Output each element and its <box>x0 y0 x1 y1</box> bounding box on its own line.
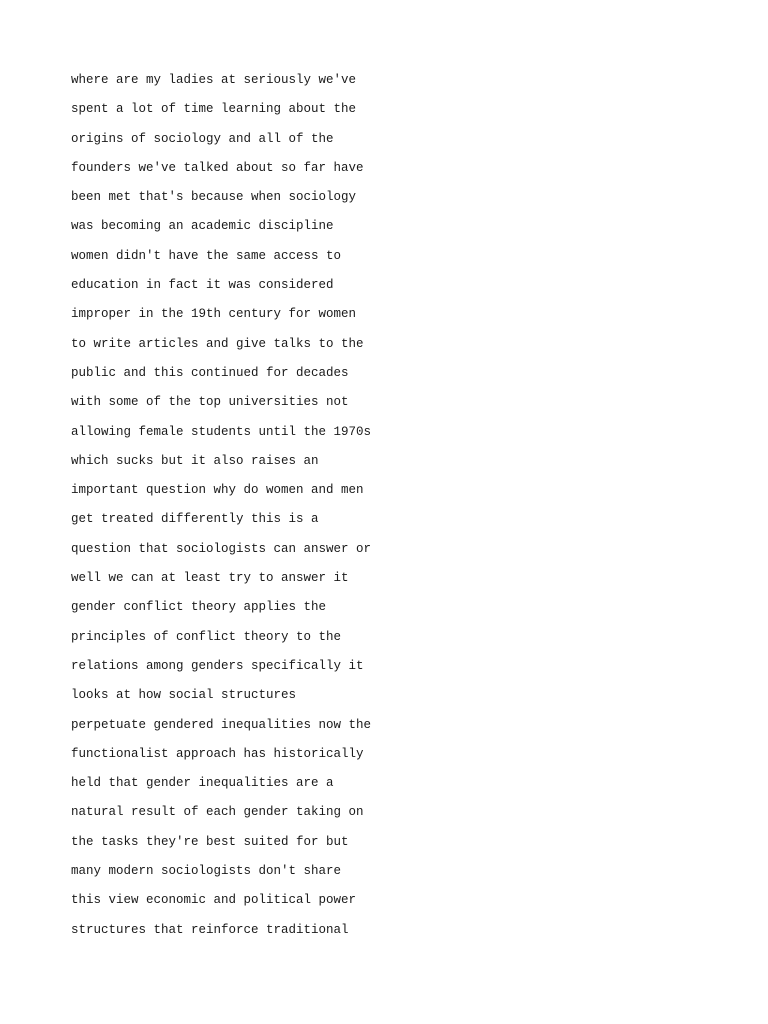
text-line: gender conflict theory applies the <box>71 600 327 615</box>
text-line: well we can at least try to answer it <box>71 571 349 586</box>
text-line: relations among genders specifically it <box>71 658 364 673</box>
text-line: been met that's because when sociology <box>71 190 357 205</box>
transcript-text <box>71 71 711 950</box>
text-line: structures that reinforce traditional <box>71 922 349 937</box>
text-line: women didn't have the same access to <box>71 248 342 263</box>
text-line: get treated differently this is a <box>71 512 319 527</box>
text-line: which sucks but it also raises an <box>71 453 319 468</box>
text-line: functionalist approach has historically <box>71 746 364 761</box>
text-line: principles of conflict theory to the <box>71 629 342 644</box>
text-line: education in fact it was considered <box>71 278 334 293</box>
text-line: important question why do women and men <box>71 483 364 498</box>
text-line: was becoming an academic discipline <box>71 219 334 234</box>
text-line: question that sociologists can answer or <box>71 541 372 556</box>
text-line: improper in the 19th century for women <box>71 307 357 322</box>
text-line: founders we've talked about so far have <box>71 160 364 175</box>
text-line: held that gender inequalities are a <box>71 776 334 791</box>
text-line: perpetuate gendered inequalities now the <box>71 717 372 732</box>
text-line: where are my ladies at seriously we've <box>71 73 357 87</box>
text-line: to write articles and give talks to the <box>71 336 364 351</box>
text-line: many modern sociologists don't share <box>71 864 342 879</box>
text-line: allowing female students until the 1970s <box>71 424 372 439</box>
text-line: spent a lot of time learning about the <box>71 102 357 117</box>
text-line: with some of the top universities not <box>71 395 349 410</box>
text-line: origins of sociology and all of the <box>71 131 334 146</box>
text-line: this view economic and political power <box>71 893 357 908</box>
text-line: the tasks they're best suited for but <box>71 834 349 849</box>
text-line: public and this continued for decades <box>71 365 349 380</box>
text-line: natural result of each gender taking on <box>71 805 364 820</box>
text-line: looks at how social structures <box>71 688 297 703</box>
